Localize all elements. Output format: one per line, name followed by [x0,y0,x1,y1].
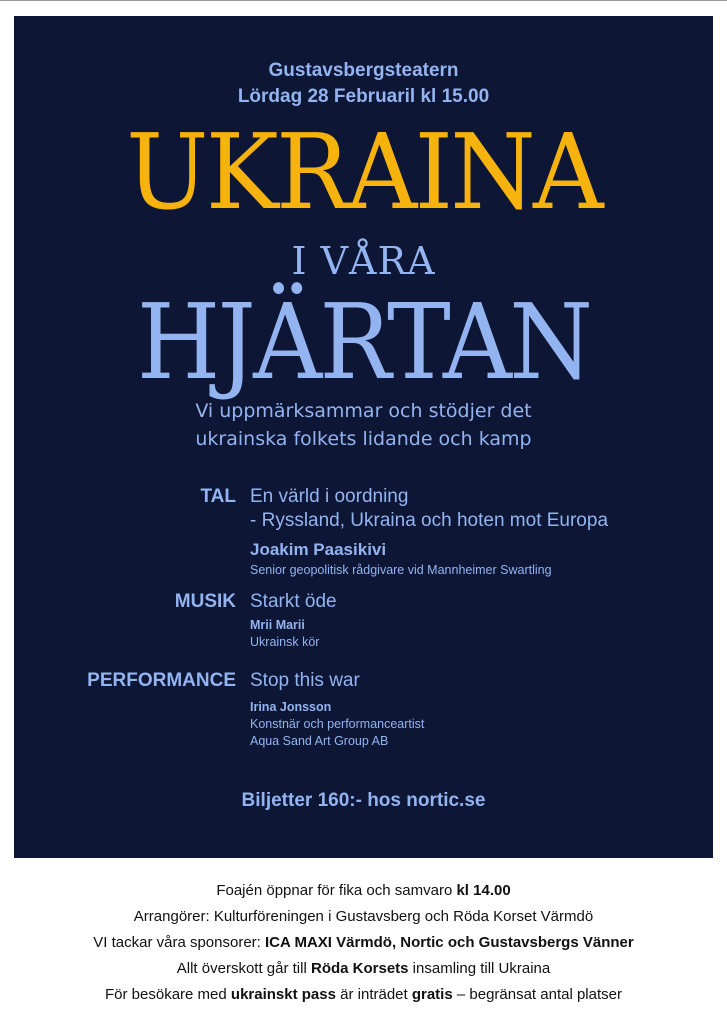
musician-name: Mrii Marii [250,618,305,632]
pass-text-c: är inträdet [335,986,412,1003]
surplus-org: Röda Korsets [310,960,409,977]
title-i-vara: I VÅRA [291,239,436,283]
footer-line-5 [0,986,727,1003]
footer-line-1 [0,882,727,899]
program-label-tal: TAL [200,486,236,507]
pass-text-a: För besökare med [105,986,231,1003]
pass-type: ukrainskt pass [230,986,336,1003]
sponsors-label: VI tackar våra sponsorer: [93,934,266,951]
top-border [0,0,727,1]
program-label-musik: MUSIK [174,591,236,612]
speaker-title: Senior geopolitisk rådgivare vid Mannheimer Swartling [250,563,552,577]
sponsors-list: ICA MAXI Värmdö, Nortic och Gustavsbergs Vänner [265,934,634,951]
foyer-time: kl 14.00 [456,882,511,899]
footer-line-4 [0,960,727,977]
footer-line-2: Arrangörer: Kulturföreningen i Gustavsberg och Röda Korset Värmdö [133,908,594,925]
program-label-performance: PERFORMANCE [87,670,236,691]
performer-desc: Konstnär och performanceartist [250,717,425,731]
performer-name: Irina Jonsson [250,700,332,714]
speaker-name: Joakim Paasikivi [250,540,387,559]
program-title-performance: Stop this war [250,670,360,691]
pass-free: gratis [411,986,453,1003]
subtitle-line2: ukrainska folkets lidande och kamp [195,428,532,450]
event-date: Lördag 28 Februaril kl 15.00 [237,86,490,107]
program-title-tal: En värld i oordning [250,486,409,507]
subtitle-line1: Vi uppmärksammar och stödjer det [195,400,532,422]
program-title-musik: Starkt öde [250,591,337,612]
surplus-text-c: insamling till Ukraina [408,960,551,977]
program-title-tal-line2: - Ryssland, Ukraina och hoten mot Europa [250,510,609,531]
poster [14,16,713,858]
tickets-info: Biljetter 160:- hos nortic.se [241,790,486,811]
footer-line-3 [0,934,727,951]
title-ukraina: UKRAINA [126,111,601,233]
performer-company: Aqua Sand Art Group AB [250,734,389,748]
musician-desc: Ukrainsk kör [250,635,320,649]
foyer-text: Foajén öppnar för fika och samvaro [216,882,457,899]
pass-text-e: – begränsat antal platser [452,986,622,1003]
venue: Gustavsbergsteatern [268,60,459,81]
title-hjartan: HJÄRTAN [136,281,591,403]
surplus-text-a: Allt överskott går till [176,960,311,977]
